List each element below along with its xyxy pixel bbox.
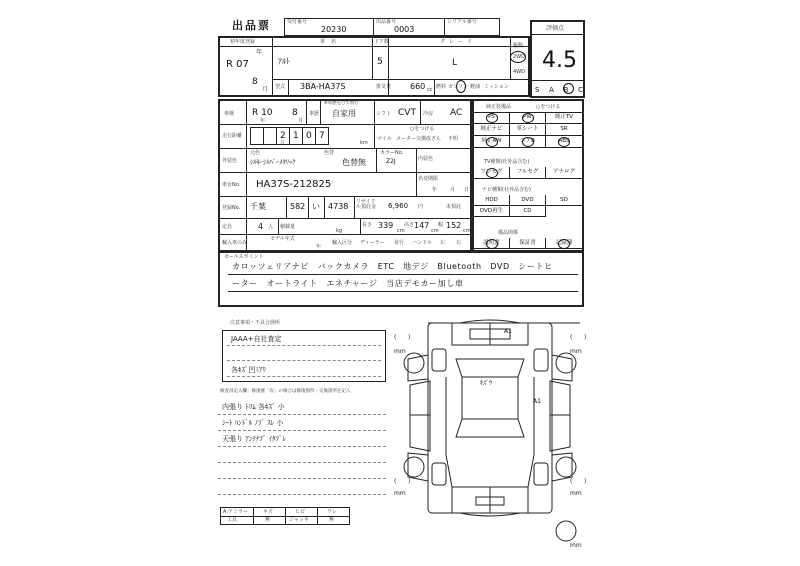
accessory-label-0: 説明書 [483, 239, 500, 246]
equipment-label-8: ABS [558, 138, 570, 144]
diagram-mm-fr: mm [570, 348, 582, 355]
legend-r1c2: キズ [263, 509, 273, 515]
plate-kana: い [312, 202, 320, 211]
diagram-bracket-fl-close: ) [408, 334, 411, 341]
recycle-status: 未預託 [446, 204, 462, 210]
equipment-circle-6 [486, 137, 498, 147]
mileage-man: 万 [280, 140, 286, 146]
equipment-circle-1 [522, 113, 534, 123]
equipment-cell-2 [546, 112, 582, 124]
diagram-right-front-fender [552, 355, 572, 381]
length-value: 339 [378, 221, 394, 230]
equipment-cell-8 [546, 136, 582, 148]
diagram-bracket-fl: ( [394, 334, 397, 341]
diagram-a1-top: A1 [504, 328, 512, 335]
equipment-label-1: PW [523, 114, 532, 120]
equipment-label-4: 革シート [516, 126, 539, 132]
usage-label: 車歴 [309, 111, 320, 117]
aircon-value: AC [450, 108, 463, 118]
mileage-opt-tampered: 改ざん [426, 136, 442, 142]
plate-class: 582 [290, 202, 306, 211]
model-year-label: モデル年式 [270, 236, 295, 242]
first-reg-month-mark: 月 [262, 86, 269, 93]
name-change-year: 年 [432, 187, 438, 193]
equipment-note: ○をつける [536, 104, 561, 110]
chassis-label: 車台No. [222, 182, 241, 188]
grade-b: B [563, 86, 569, 94]
equipment-circle-7 [522, 137, 534, 147]
navi-label-3: DVD再生 [479, 207, 504, 214]
aircon-label: 冷房 [423, 111, 434, 117]
grade-s: S [535, 86, 540, 94]
height-label: 高さ [404, 222, 415, 228]
tv-cell-1 [510, 167, 546, 179]
plate-number: 4738 [328, 202, 349, 211]
equipment-label-0: PS [488, 114, 495, 120]
equipment-cell-0 [474, 112, 510, 124]
diagram-body-outline [428, 323, 552, 513]
diagram-bracket-rr-close: ) [584, 478, 587, 485]
seq-no-box [373, 18, 445, 36]
capacity-unit: 人 [268, 224, 274, 230]
model-value: 3BA-HA37S [300, 82, 346, 91]
name-change-month: 月 [450, 187, 456, 193]
diagram-tire-rr [556, 457, 576, 477]
color-label: 外装色 [222, 158, 238, 164]
diagram-wheel-fr [534, 349, 548, 371]
color-code-label: カラーNo. [380, 150, 404, 156]
legend-r2c1: 工具 [227, 517, 238, 523]
color-current: 色替無 [342, 158, 366, 167]
equipment-circle-0 [486, 113, 498, 123]
seq-no-value: 0003 [394, 25, 415, 34]
length-label: 長さ [362, 222, 373, 228]
grade-value: L [452, 58, 458, 68]
import-route-label: 輸入区分 [332, 240, 353, 246]
equipment-box [472, 99, 584, 252]
tv-cell-2 [546, 167, 582, 179]
grade-label: グレード [440, 39, 477, 45]
seq-no-label: 出品番号 [376, 19, 397, 25]
legend-table [220, 507, 350, 525]
diagram-bracket-rr: ( [570, 478, 573, 485]
width-label: 幅 [438, 222, 444, 228]
diagram-tire-fr [556, 353, 576, 373]
vehicle-name: ｱﾙﾄ [278, 57, 290, 66]
mileage-digit-6: 7 [319, 131, 325, 141]
entry-no-value: 20230 [321, 25, 347, 34]
inspection-label: 車検 [224, 111, 235, 117]
legend-r1c3: ヒビ [295, 509, 306, 515]
vehicle-name-label: 車名 [320, 39, 343, 45]
grade-b-circle [563, 83, 574, 94]
interior-label: 内装色 [418, 156, 434, 162]
equipment-cell-1 [510, 112, 546, 124]
displacement-label: 排気量 [376, 84, 392, 90]
entry-no-label: 受付番号 [287, 19, 308, 25]
tv-label-1: フルセグ [516, 169, 539, 175]
equipment-label-7: エアB [520, 138, 535, 144]
diagram-lower-body [446, 455, 534, 487]
width-value: 152 [446, 221, 462, 230]
mileage-digit-4: 1 [293, 131, 299, 141]
diagram-spare-tire [556, 521, 576, 541]
tv-circle-0 [486, 168, 498, 178]
accessory-cell-1 [510, 238, 546, 249]
score-box [530, 20, 585, 98]
first-reg-year-mark: 年 [256, 49, 263, 56]
tv-label-2: アナログ [552, 169, 575, 175]
import-route-handle: ハンドル [412, 240, 433, 246]
accessory-label-2: 記録簿 [555, 239, 573, 246]
diagram-right-rear-door [550, 415, 570, 451]
mileage-note: ○をつける [410, 126, 435, 132]
equipment-cell-5 [546, 124, 582, 136]
capacity-value: 4 [258, 222, 264, 231]
sales-point-line2: ーター オートライト エネチャージ 当店デモカー加し車 [232, 279, 464, 288]
usage-value: 自家用 [332, 109, 356, 118]
equipment-label-2: 純正TV [554, 114, 574, 120]
name-change-label: 名変期限 [418, 176, 439, 182]
accessory-circle-2 [558, 239, 570, 249]
diagram-wheel-rr [534, 463, 548, 485]
accessory-circle-0 [486, 239, 498, 249]
diagram-tire-rl [404, 457, 424, 477]
fuel-gas: ガソリン [448, 84, 469, 90]
navi-label-1: DVD [521, 196, 534, 203]
door-label: ドア数 [374, 39, 389, 45]
load-unit: kg [336, 228, 343, 234]
grade-c: C [578, 86, 583, 94]
recycle-unit: 円 [418, 204, 424, 210]
mileage-km: km [360, 140, 368, 146]
notes-section [218, 318, 388, 518]
navi-cell-0 [474, 195, 510, 206]
equipment-cell-4 [510, 124, 546, 136]
color-orig: ｼﾙｷｰｼﾙﾊﾞｰﾒﾀﾘｯｸ [250, 158, 296, 166]
navi-label-0: HDD [485, 196, 498, 203]
navi-cell-4 [510, 206, 546, 217]
mileage-label: 走行距離 [222, 133, 243, 139]
legend-r1c4: ワレ [327, 509, 338, 515]
diagram-bracket-rl: ( [394, 478, 397, 485]
score-grades [535, 86, 583, 94]
mileage-opt-mile: マイル [377, 136, 392, 142]
fuel-label: 燃料 [436, 84, 447, 90]
mt-label: ミッション [484, 84, 509, 90]
mileage-digit-3: 2 [280, 131, 286, 141]
import-route-parallel: 並行 [394, 240, 405, 246]
inspector-line-3: 天張り ｱﾝﾃﾅﾌﾞ ｲﾀﾌﾞﾚ [222, 435, 286, 443]
entry-no-box [284, 18, 374, 36]
diagram-bracket-fr-close: ) [584, 334, 587, 341]
shift-label: シフト [376, 111, 392, 117]
notes-line-1: JAAA+自社査定 [231, 335, 282, 343]
diagram-mm-rr: mm [570, 490, 582, 497]
equipment-label-5: SR [560, 126, 568, 132]
first-reg-era: R 07 [226, 59, 249, 70]
diagram-a1-right: A1 [533, 398, 541, 405]
score-label: 評価点 [546, 25, 565, 32]
inspection-year-mark: 年 [260, 118, 266, 124]
mileage-opt-unknown: 不明 [448, 136, 459, 142]
accessory-cell-0 [474, 238, 510, 249]
drive-2wd-circle [510, 51, 526, 63]
equipment-label-6: 純正AW [481, 138, 502, 144]
shift-value: CVT [398, 108, 416, 118]
recycle-value: 6,960 [388, 202, 409, 210]
navi-title: ナビ種類(社外品含む) [482, 187, 531, 193]
grade-a: A [549, 86, 554, 94]
diagram-mm-fl: mm [394, 348, 406, 355]
fuel-gas-circle [456, 80, 466, 93]
diagram-rear-glass [456, 419, 524, 437]
navi-cell-3 [474, 206, 510, 217]
color-orig-label: 元色 [250, 150, 261, 156]
color-current-label: 色替 [324, 150, 335, 156]
first-reg-label: 初年度登録 [230, 39, 256, 45]
notes-box [222, 330, 386, 382]
diagram-mm-rl: mm [394, 490, 406, 497]
door-value: 5 [377, 57, 383, 67]
serial-label: シリアル番号 [447, 19, 477, 25]
height-unit: cm [431, 228, 439, 234]
equipment-circle-8 [558, 137, 570, 147]
capacity-label: 定員 [222, 224, 233, 230]
legend-r2c3: ジャッキ [289, 517, 309, 523]
displacement-unit: cc [427, 87, 433, 93]
mileage-digit-5: 0 [306, 131, 312, 141]
notes-line-3: 各ｷｽﾞ凹ﾐｱﾘ [231, 366, 266, 374]
color-code: Z2J [386, 158, 396, 165]
plate-area: 千葉 [250, 202, 266, 211]
serial-box [444, 18, 500, 36]
diagram-windshield [456, 359, 524, 377]
mileage-opt-replaced: メーター交換 [396, 136, 427, 142]
chassis-value: HA37S-212825 [256, 179, 332, 190]
equipment-cell-7 [510, 136, 546, 148]
tv-cell-0 [474, 167, 510, 179]
import-route-right: 右 [456, 240, 462, 246]
inspector-label: 検査員記入欄：修復歴「有」の場合は修復箇所・交換箇所を記入 [220, 389, 351, 394]
displacement-value: 660 [410, 82, 426, 91]
usage-note: ※車歴を○で囲む [324, 101, 359, 106]
diagram-bracket-fr: ( [570, 334, 573, 341]
fuel-diesel: 軽油 [470, 84, 481, 90]
vehicle-box [218, 36, 530, 97]
accessories-title: 備品関係 [498, 230, 519, 236]
inspection-month: 8 [292, 108, 298, 118]
score-value: 4.5 [542, 48, 577, 73]
diagram-mm-spare: mm [570, 542, 582, 549]
legend-r2c2: 無 [265, 517, 271, 523]
diagram-left-front-door [410, 381, 430, 415]
legend-r2c4: 無 [329, 517, 335, 523]
tv-title: TV種類(社外品含む) [484, 159, 530, 165]
sales-point-box [218, 251, 584, 307]
diagram-tire-fl [404, 353, 424, 373]
plate-label: 登録No. [222, 205, 241, 211]
diagram-left-rear-door [410, 415, 430, 451]
import-route-left: 左 [440, 240, 446, 246]
diagram-wheel-fl [432, 349, 446, 371]
navi-label-4: CD [523, 207, 532, 214]
mileage-digits [250, 127, 329, 145]
form-title: 出品票 [232, 19, 271, 32]
sales-point-label: セールスポイント [224, 254, 264, 260]
inspection-era: R 10 [252, 108, 273, 118]
tv-label-0: ワンセグ [480, 169, 503, 175]
inspector-line-1: 内張り ﾄﾘﾑ 各ｷｽﾞ 小 [222, 403, 285, 411]
drive-2wd: 2WD [513, 54, 525, 60]
detail-box [218, 99, 472, 252]
accessory-cell-2 [546, 238, 582, 249]
diagram-left-front-fender [408, 355, 428, 381]
inspector-line-2: ｼｰﾄ ﾊﾝﾄﾞﾙ ﾉﾌﾞ ｽﾚ 小 [222, 419, 284, 427]
recycle-label: リサイクル預託金 [356, 199, 377, 210]
car-damage-diagram [390, 315, 590, 550]
drive-label: 駆動 [513, 43, 524, 49]
accessory-label-1: 保証書 [519, 239, 536, 246]
equipment-cell-6 [474, 136, 510, 148]
load-label: 積載量 [280, 224, 296, 230]
drive-4wd: 4WD [513, 69, 525, 75]
equipment-cell-3 [474, 124, 510, 136]
diagram-wheel-rl [432, 463, 446, 485]
navi-cell-2 [546, 195, 582, 206]
width-unit: cm [463, 228, 471, 234]
diagram-center-mark: ｷｽﾞｳ [480, 380, 493, 387]
sales-point-line1: カロッツェリアナビ バックカメラ ETC 地デジ Bluetooth DVD シートヒ [232, 262, 553, 271]
model-year-mark: 年 [316, 244, 322, 250]
name-change-day: 日 [464, 187, 470, 193]
import-route-dealer: ディーラー [360, 240, 385, 246]
import-label: 輸入車のみ [222, 240, 248, 246]
equipment-label-3: 純正ナビ [480, 126, 503, 132]
navi-cell-1 [510, 195, 546, 206]
diagram-bracket-rl-close: ) [408, 478, 411, 485]
legend-r1c1: A:アミラー [223, 509, 249, 515]
navi-label-2: SD [560, 196, 568, 203]
height-value: 147 [414, 221, 430, 230]
equipment-title: 純正装備品 [486, 104, 512, 110]
diagram-right-front-door [550, 381, 570, 415]
notes-label: 注意事項・不具合箇所 [230, 320, 281, 326]
model-label: 型式 [275, 84, 286, 90]
length-unit: cm [397, 228, 405, 234]
inspection-month-mark: 月 [298, 118, 304, 124]
first-reg-month: 8 [252, 77, 258, 87]
